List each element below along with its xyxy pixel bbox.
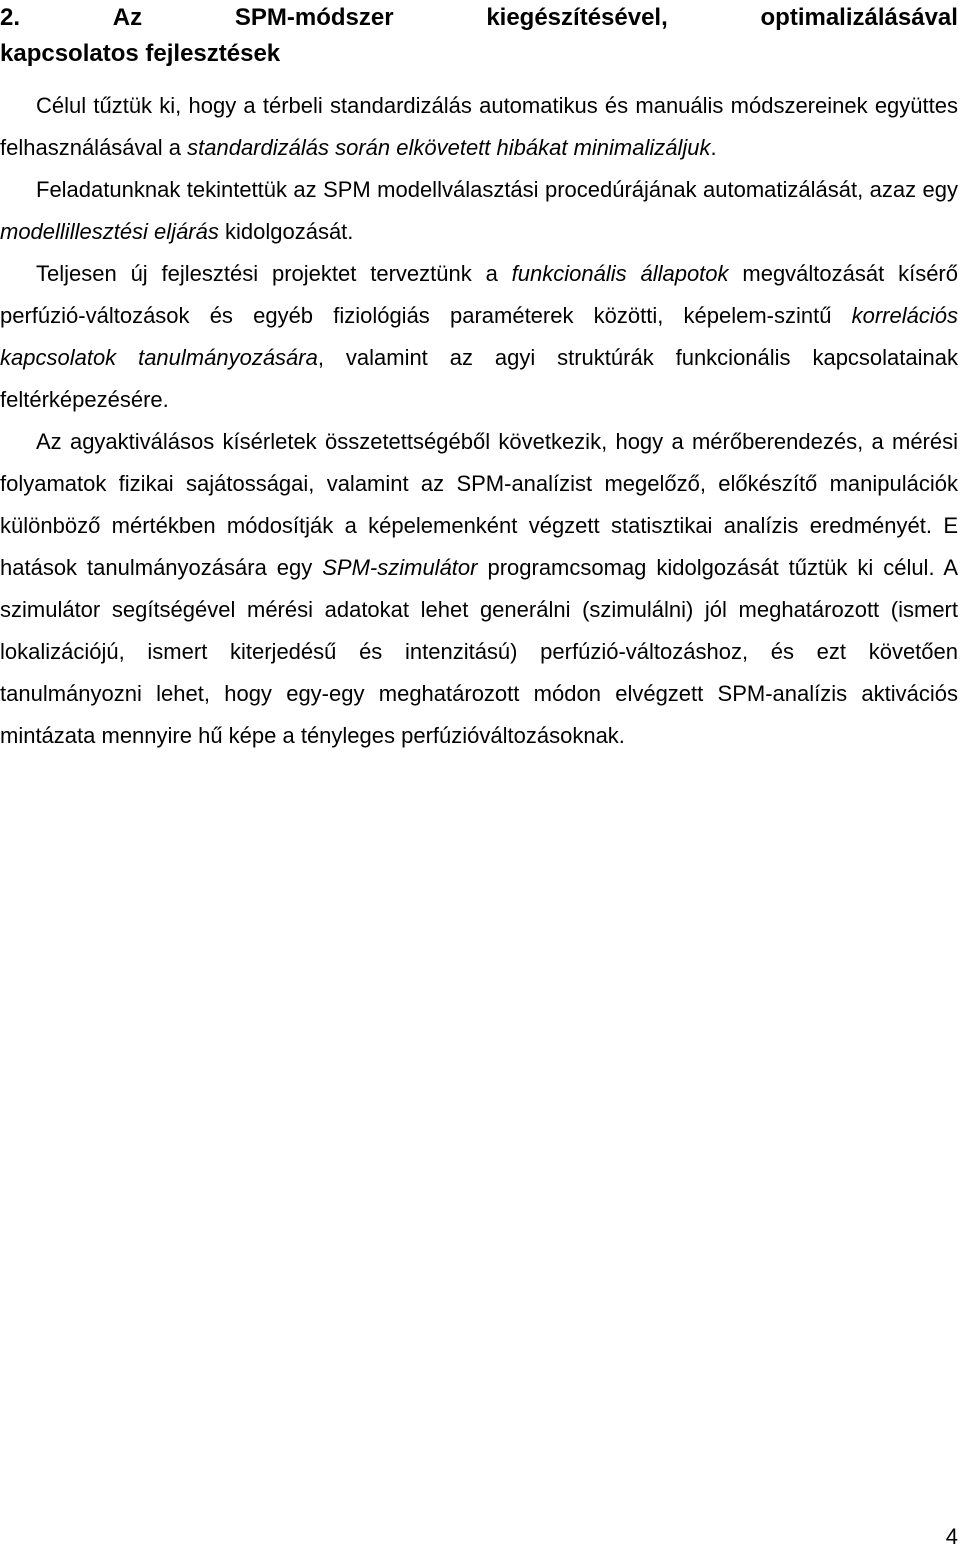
page-number: 4 (945, 1524, 958, 1549)
emphasis-text: korrelációs kapcsolatok tanulmányozására (0, 303, 958, 370)
text-run: Feladatunknak tekintettük az SPM modellválasztási procedúrájának automatizálását, azaz egy (36, 177, 958, 202)
emphasis-text: funkcionális állapotok (511, 261, 729, 286)
paragraph-model-fitting (0, 169, 958, 253)
paragraph-goal-standardization (0, 85, 958, 169)
text-run: Teljesen új fejlesztési projektet terveztünk a (36, 261, 512, 286)
emphasis-text: modellillesztési eljárás (0, 219, 219, 244)
text-run: megváltozását kísérő perfúzió-változások és egyéb fiziológiás paraméterek közötti, képelem-szintű (0, 261, 958, 328)
paragraph-correlation-project (0, 253, 958, 421)
text-run: programcsomag kidolgozását tűztük ki célul. A szimulátor segítségével mérési adatokat lehet generálni (szimulálni) jól meghatározott (ismert lokalizációjú, ismert kiterjedésű és intenzitású) perfúzió-változáshoz, és ezt követően tanulmányozni lehet, hogy egy-egy meghatározott módon elvégzett SPM-analízis aktivációs mintázata mennyire hű képe a tényleges perfúzióváltozásoknak. (0, 555, 958, 748)
text-run: Célul tűztük ki, hogy a térbeli standardizálás automatikus és manuális módszereinek együttes felhasználásával a (0, 93, 958, 160)
section-heading-line-1 (0, 0, 958, 36)
emphasis-text: SPM-szimulátor (322, 555, 478, 580)
heading-word: Az (112, 4, 143, 31)
section-heading-line-2: kapcsolatos fejlesztések (0, 40, 281, 67)
section-number: 2. (0, 4, 21, 31)
body-text (0, 85, 958, 757)
text-run: . (710, 135, 717, 160)
heading-word: SPM-módszer (234, 4, 394, 31)
emphasis-text: standardizálás során elkövetett hibákat minimalizáljuk (187, 135, 711, 160)
text-run: Az agyaktiválásos kísérletek összetettségéből következik, hogy a mérőberendezés, a mérési folyamatok fizikai sajátosságai, valamint az SPM-analízist megelőző, előkészítő manipulációk különböző mértékben módosítják a képelemenként végzett statisztikai analízis eredményét. E hatások tanulmányozására egy (0, 429, 958, 580)
section-heading (0, 0, 958, 72)
heading-word: optimalizálásával (760, 4, 958, 31)
text-run: , valamint az agyi struktúrák funkcionális kapcsolatainak feltérképezésére. (0, 345, 958, 412)
text-run: kidolgozását. (218, 219, 354, 244)
heading-word: kiegészítésével, (486, 4, 668, 31)
paragraph-spm-simulator (0, 421, 958, 757)
